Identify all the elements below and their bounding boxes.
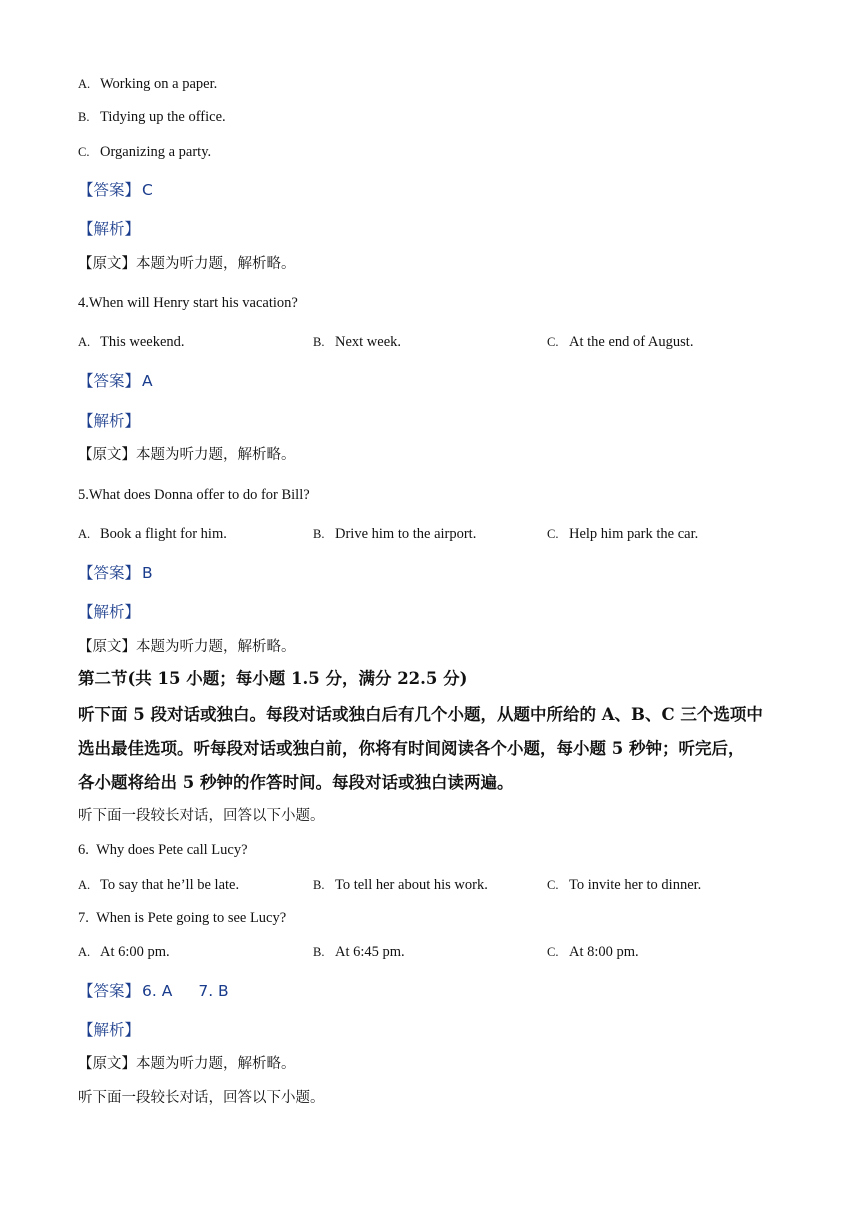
q6-question: 6. Why does Pete call Lucy? xyxy=(78,842,248,858)
q5-original-text: 【原文】本题为听力题，解析略。 xyxy=(78,639,296,655)
q5-option-c: C. Help him park the car. xyxy=(547,526,699,542)
q3-option-c: C. Organizing a party. xyxy=(78,144,212,160)
q5-question: 5.What does Donna offer to do for Bill? xyxy=(78,487,310,503)
listen-prompt: 听下面一段较长对话，回答以下小题。 xyxy=(78,808,325,824)
q5-option-a: A. Book a flight for him. xyxy=(78,526,227,542)
q5-option-b: B. Drive him to the airport. xyxy=(313,526,477,542)
q6-option-c: C. To invite her to dinner. xyxy=(547,877,702,893)
q3-option-b: B. Tidying up the office. xyxy=(78,109,226,125)
q7-option-c: C. At 8:00 pm. xyxy=(547,944,639,960)
q4-original-text: 【原文】本题为听力题，解析略。 xyxy=(78,447,296,463)
q7-option-a: A. At 6:00 pm. xyxy=(78,944,170,960)
q5-answer: 【答案】 B xyxy=(78,564,153,582)
q6-7-original-text: 【原文】本题为听力题，解析略。 xyxy=(78,1056,296,1072)
q4-question: 4.When will Henry start his vacation? xyxy=(78,295,298,311)
q3-option-a: A. Working on a paper. xyxy=(78,76,218,92)
q4-option-a: A. This weekend. xyxy=(78,334,185,350)
q5-analysis-label: 【解析】 xyxy=(78,603,141,621)
section-instructions-line-3: 各小题将给出 5 秒钟的作答时间。每段对话或独白读两遍。 xyxy=(78,773,514,792)
q6-option-a: A. To say that he’ll be late. xyxy=(78,877,240,893)
q4-answer: 【答案】 A xyxy=(78,372,153,390)
q3-answer: 【答案】 C xyxy=(78,181,153,199)
q7-question: 7. When is Pete going to see Lucy? xyxy=(78,910,287,926)
q4-option-c: C. At the end of August. xyxy=(547,334,694,350)
q6-7-answer: 【答案】 6. A 7. B xyxy=(78,982,229,1000)
section-title: 第二节(共 15 小题；每小题 1.5 分，满分 22.5 分) xyxy=(78,669,468,688)
q4-option-b: B. Next week. xyxy=(313,334,402,350)
section-instructions-line-2: 选出最佳选项。听每段对话或独白前，你将有时间阅读各个小题，每小题 5 秒钟；听完后， xyxy=(78,739,745,758)
section-instructions-line-1: 听下面 5 段对话或独白。每段对话或独白后有几个小题，从题中所给的 A、B、C 三个选项中 xyxy=(78,705,763,724)
q3-analysis-label: 【解析】 xyxy=(78,220,141,238)
q6-7-analysis-label: 【解析】 xyxy=(78,1021,141,1039)
q3-original-text: 【原文】本题为听力题，解析略。 xyxy=(78,256,296,272)
q6-option-b: B. To tell her about his work. xyxy=(313,877,488,893)
q4-analysis-label: 【解析】 xyxy=(78,412,141,430)
final-listen-prompt: 听下面一段较长对话，回答以下小题。 xyxy=(78,1090,325,1106)
q7-option-b: B. At 6:45 pm. xyxy=(313,944,405,960)
